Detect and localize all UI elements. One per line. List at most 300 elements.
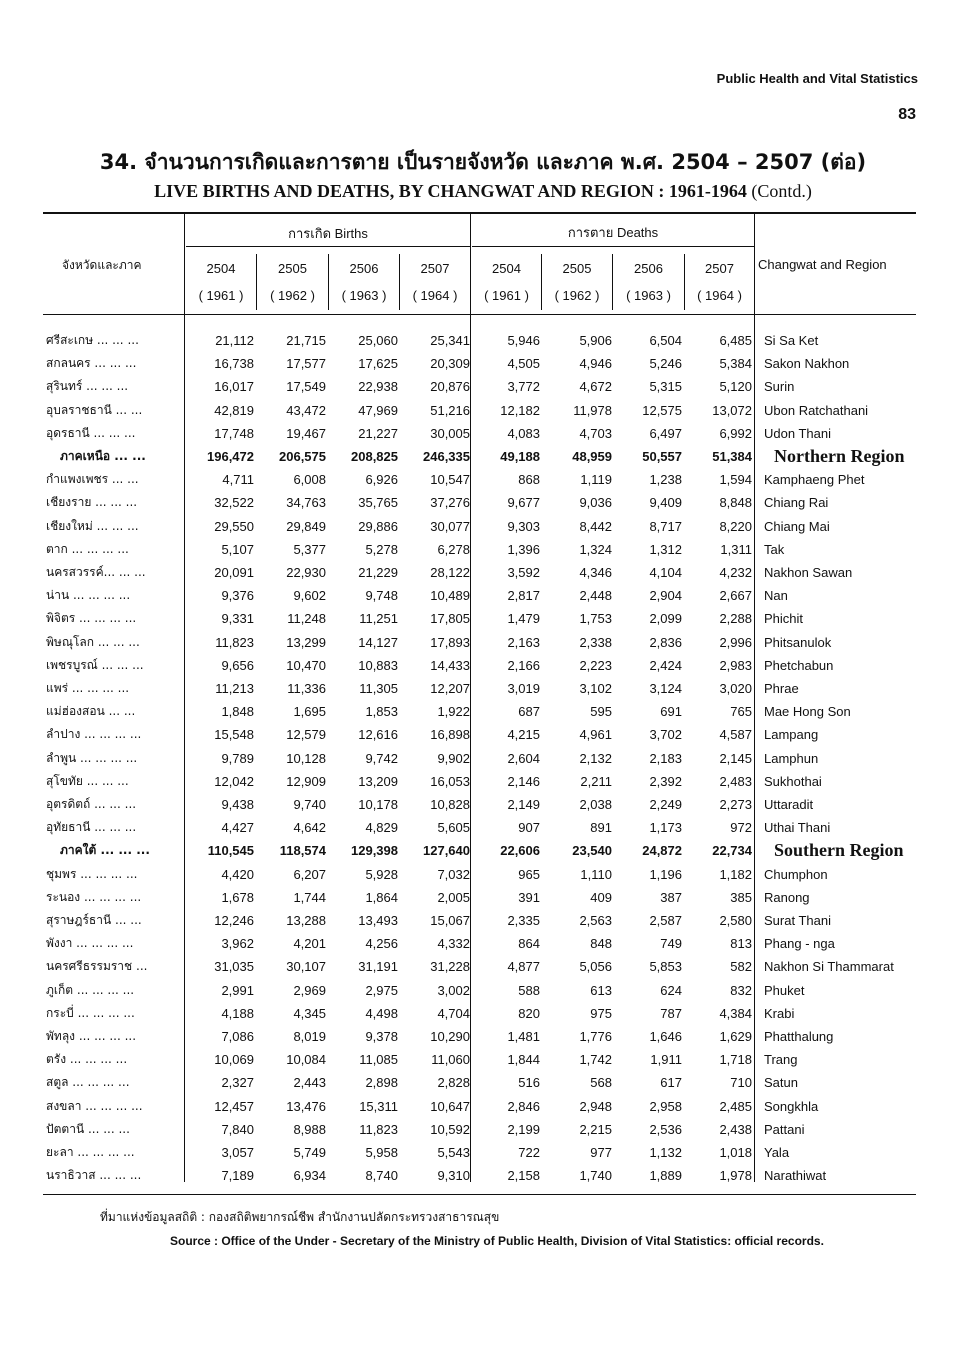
births-cell: 16,738	[214, 356, 254, 372]
births-cell: 9,376	[221, 588, 254, 604]
births-cell: 51,216	[430, 402, 470, 418]
deaths-cell: 4,946	[579, 356, 612, 372]
changwat-name-thai: ลำปาง ... ... ... ...	[46, 727, 142, 742]
births-cell: 17,625	[358, 356, 398, 372]
source-note-english: Source : Office of the Under - Secretary of the Ministry of Public Health, Division of Vital Statistics: official records.	[170, 1234, 824, 1248]
births-cell: 12,207	[430, 681, 470, 696]
deaths-cell: 3,102	[579, 681, 612, 696]
deaths-cell: 2,485	[719, 1098, 752, 1114]
changwat-name-english: Tak	[764, 541, 785, 557]
region-total-row	[40, 839, 920, 862]
deaths-cell: 1,119	[580, 472, 612, 488]
changwat-name-english: Uttaradit	[764, 797, 814, 812]
deaths-cell: 2,948	[579, 1098, 612, 1114]
births-cell: 31,035	[214, 959, 254, 975]
births-cell: 11,248	[287, 611, 326, 627]
table-row	[40, 863, 920, 886]
changwat-name-english: Nakhon Si Thammarat	[764, 959, 894, 975]
table-row	[40, 723, 920, 746]
year-be: 2504	[492, 261, 521, 276]
deaths-cell: 813	[730, 936, 752, 952]
deaths-cell: 1,753	[579, 611, 612, 627]
deaths-cell: 24,872	[642, 843, 682, 859]
deaths-cell: 8,848	[719, 495, 752, 511]
deaths-cell: 1,481	[507, 1029, 540, 1044]
changwat-name-english: Trang	[764, 1052, 798, 1068]
births-cell: 4,332	[437, 936, 470, 952]
births-cell: 2,005	[437, 889, 470, 905]
header-changwat-thai: จังหวัดและภาค	[62, 258, 142, 272]
header-births: การเกิด Births	[288, 226, 368, 241]
births-cell: 3,962	[221, 936, 254, 952]
deaths-cell: 1,324	[579, 541, 612, 557]
births-cell: 31,228	[430, 959, 470, 975]
births-cell: 196,472	[207, 449, 254, 464]
births-cell: 28,122	[430, 565, 470, 580]
births-cell: 206,575	[279, 449, 326, 464]
births-cell: 14,433	[430, 657, 470, 673]
deaths-cell: 12,575	[642, 402, 682, 418]
changwat-name-thai: สงขลา ... ... ... ...	[46, 1098, 143, 1113]
region-total-row	[40, 445, 920, 468]
deaths-cell: 22,606	[500, 843, 540, 859]
changwat-name-english: Nan	[764, 588, 788, 604]
births-cell: 25,060	[358, 333, 398, 348]
changwat-name-english: Chiang Mai	[764, 518, 830, 534]
deaths-cell: 51,384	[712, 449, 752, 464]
deaths-cell: 2,146	[507, 773, 540, 789]
births-cell: 127,640	[423, 843, 470, 859]
deaths-cell: 5,384	[719, 356, 752, 372]
changwat-name-thai: ยะลา ... ... ... ...	[46, 1145, 135, 1159]
deaths-cell: 4,346	[579, 565, 612, 580]
births-cell: 9,331	[221, 611, 254, 627]
changwat-name-english: Sakon Nakhon	[764, 356, 850, 372]
births-cell: 4,345	[293, 1005, 326, 1021]
births-cell: 6,207	[293, 866, 326, 882]
births-cell: 12,616	[358, 727, 398, 743]
deaths-cell: 1,018	[719, 1145, 752, 1160]
births-cell: 4,829	[365, 820, 398, 836]
births-cell: 29,886	[358, 518, 398, 534]
births-cell: 4,711	[222, 472, 254, 488]
deaths-cell: 516	[518, 1075, 540, 1091]
births-cell: 9,789	[221, 750, 254, 766]
births-cell: 1,695	[293, 704, 326, 720]
births-cell: 7,032	[437, 866, 470, 882]
year-ad: ( 1962 )	[554, 288, 600, 303]
deaths-cell: 2,448	[579, 588, 612, 604]
births-cell: 6,926	[365, 472, 398, 488]
births-cell: 6,278	[437, 541, 470, 557]
changwat-name-english: Narathiwat	[764, 1168, 827, 1184]
births-cell: 5,749	[293, 1145, 326, 1160]
births-cell: 2,969	[293, 982, 326, 998]
births-cell: 7,086	[221, 1029, 254, 1044]
births-cell: 10,547	[430, 472, 470, 488]
births-cell: 42,819	[214, 402, 254, 418]
deaths-cell: 2,587	[649, 913, 682, 928]
table-row	[40, 1002, 920, 1025]
deaths-cell: 4,877	[507, 959, 540, 975]
deaths-cell: 624	[660, 982, 682, 998]
births-cell: 21,715	[286, 333, 326, 348]
deaths-cell: 868	[518, 472, 540, 488]
changwat-name-english: Phrae	[764, 681, 799, 696]
births-cell: 11,060	[431, 1052, 470, 1068]
births-cell: 1,678	[221, 889, 254, 905]
births-cell: 12,246	[214, 913, 254, 928]
table-row	[40, 932, 920, 955]
births-cell: 4,642	[293, 820, 326, 836]
births-cell: 21,112	[215, 333, 254, 348]
births-cell: 29,849	[286, 518, 326, 534]
table-row	[40, 1025, 920, 1048]
table-row	[40, 422, 920, 445]
deaths-cell: 1,479	[507, 611, 540, 627]
changwat-name-english: Phang - nga	[764, 936, 835, 952]
births-cell: 11,085	[359, 1052, 398, 1068]
deaths-cell: 2,199	[507, 1121, 540, 1137]
deaths-cell: 2,667	[719, 588, 752, 604]
page-number: 83	[898, 106, 916, 123]
births-cell: 3,002	[437, 982, 470, 998]
deaths-cell: 907	[518, 820, 540, 836]
births-cell: 110,545	[207, 843, 254, 859]
births-cell: 246,335	[423, 449, 470, 464]
changwat-name-thai: สุราษฎร์ธานี ... ...	[46, 913, 142, 927]
deaths-cell: 2,163	[507, 634, 540, 650]
changwat-name-thai: ปัตตานี ... ... ...	[46, 1121, 130, 1136]
table-row	[40, 631, 920, 654]
deaths-cell: 4,505	[507, 356, 540, 372]
changwat-name-thai: ตาก ... ... ... ...	[46, 541, 129, 556]
deaths-cell: 1,629	[719, 1029, 752, 1044]
deaths-cell: 4,083	[507, 425, 540, 441]
deaths-cell: 2,338	[579, 634, 612, 650]
changwat-name-thai: ภูเก็ต ... ... ... ...	[46, 982, 135, 997]
births-cell: 14,127	[358, 634, 398, 650]
changwat-name-english: Phatthalung	[764, 1029, 834, 1044]
changwat-name-thai: ลำพูน ... ... ... ...	[46, 750, 138, 765]
deaths-cell: 2,288	[719, 611, 752, 627]
births-cell: 10,592	[430, 1121, 470, 1137]
table-row	[40, 584, 920, 607]
deaths-cell: 2,183	[649, 750, 682, 766]
year-be: 2505	[562, 261, 592, 276]
deaths-cell: 722	[518, 1145, 540, 1160]
deaths-cell: 2,099	[649, 611, 682, 627]
deaths-cell: 1,740	[579, 1168, 612, 1184]
table-row	[40, 607, 920, 630]
deaths-cell: 2,249	[649, 797, 682, 812]
deaths-cell: 9,303	[507, 518, 540, 534]
births-header-rule	[186, 246, 470, 247]
changwat-name-thai: กระบี่ ... ... ... ...	[46, 1005, 135, 1020]
births-cell: 10,128	[286, 750, 326, 766]
births-cell: 10,470	[286, 657, 326, 673]
deaths-cell: 9,677	[507, 495, 540, 511]
deaths-cell: 5,853	[649, 959, 682, 975]
changwat-name-english: Mae Hong Son	[764, 704, 851, 720]
deaths-cell: 1,776	[579, 1029, 612, 1044]
table-row	[40, 468, 920, 491]
deaths-cell: 1,646	[649, 1029, 682, 1044]
births-cell: 9,310	[437, 1168, 470, 1184]
table-row	[40, 677, 920, 700]
births-cell: 9,902	[437, 750, 470, 766]
births-cell: 17,549	[286, 379, 326, 395]
deaths-cell: 2,038	[579, 797, 612, 812]
deaths-cell: 848	[590, 936, 612, 952]
year-be: 2506	[349, 261, 379, 276]
births-cell: 6,008	[293, 472, 326, 488]
deaths-cell: 2,846	[507, 1098, 540, 1114]
births-cell: 10,489	[430, 588, 470, 604]
deaths-cell: 1,311	[720, 541, 752, 557]
births-cell: 1,853	[365, 704, 398, 720]
table-bottom-rule	[43, 1194, 916, 1195]
deaths-cell: 977	[590, 1145, 612, 1160]
changwat-name-thai: อุดรธานี ... ... ...	[46, 425, 136, 440]
deaths-cell: 6,992	[719, 425, 752, 441]
changwat-name-english: Yala	[764, 1145, 790, 1160]
births-cell: 5,928	[365, 866, 398, 882]
deaths-cell: 2,132	[579, 750, 612, 766]
changwat-name-english: Surat Thani	[764, 913, 831, 928]
table-row	[40, 909, 920, 932]
changwat-name-thai: ชุมพร ... ... ... ...	[46, 866, 138, 881]
changwat-name-thai: ภาคใต้ ... ... ...	[60, 843, 150, 858]
deaths-header-rule	[472, 246, 754, 247]
births-cell: 20,876	[430, 379, 470, 395]
deaths-cell: 2,483	[719, 773, 752, 789]
deaths-cell: 2,536	[649, 1121, 682, 1137]
births-cell: 2,828	[437, 1075, 470, 1091]
births-cell: 1,848	[221, 704, 254, 720]
changwat-name-thai: สุโขทัย ... ... ...	[46, 773, 129, 788]
changwat-name-thai: พังงา ... ... ... ...	[46, 936, 134, 951]
table-title-thai: 34. จำนวนการเกิดและการตาย เป็นรายจังหวัด และภาค พ.ศ. 2504 – 2507 (ต่อ)	[99, 150, 867, 174]
table-row	[40, 979, 920, 1002]
deaths-cell: 3,772	[507, 379, 540, 395]
changwat-name-english: Sukhothai	[764, 773, 822, 789]
deaths-cell: 6,497	[649, 425, 682, 441]
deaths-cell: 48,959	[572, 449, 612, 464]
deaths-cell: 50,557	[642, 449, 682, 464]
births-cell: 12,457	[214, 1098, 254, 1114]
births-cell: 5,107	[221, 541, 254, 557]
births-cell: 35,765	[358, 495, 398, 511]
deaths-cell: 8,442	[579, 518, 612, 534]
deaths-cell: 4,672	[579, 379, 612, 395]
changwat-name-english: Chiang Rai	[764, 495, 829, 511]
deaths-cell: 582	[730, 959, 752, 975]
births-cell: 5,278	[365, 541, 398, 557]
births-cell: 129,398	[351, 843, 398, 859]
births-cell: 16,898	[430, 727, 470, 743]
changwat-name-thai: สุรินทร์ ... ... ...	[46, 379, 129, 394]
table-title-contd: (Contd.)	[751, 181, 812, 201]
table-row	[40, 955, 920, 978]
deaths-cell: 49,188	[500, 449, 540, 464]
births-cell: 16,017	[214, 379, 254, 395]
births-cell: 9,656	[221, 657, 254, 673]
year-ad: ( 1962 )	[270, 288, 315, 303]
deaths-cell: 1,396	[507, 541, 540, 557]
table-row	[40, 1141, 920, 1164]
changwat-name-english: Pattani	[764, 1121, 805, 1137]
births-cell: 31,191	[358, 959, 398, 975]
changwat-name-thai: อุตรดิตถ์ ... ... ...	[46, 797, 137, 811]
births-cell: 12,579	[286, 727, 326, 743]
births-cell: 10,828	[430, 797, 470, 812]
deaths-cell: 2,211	[580, 773, 612, 789]
changwat-name-thai: อุทัยธานี ... ... ...	[46, 820, 137, 835]
deaths-cell: 2,223	[579, 657, 612, 673]
births-cell: 9,740	[293, 797, 326, 812]
changwat-name-thai: เพชรบูรณ์ ... ... ...	[46, 657, 144, 672]
births-cell: 21,229	[358, 565, 398, 580]
births-cell: 5,958	[365, 1145, 398, 1160]
deaths-cell: 2,438	[719, 1121, 752, 1137]
births-cell: 9,602	[293, 588, 326, 604]
deaths-cell: 5,056	[579, 959, 612, 975]
table-row	[40, 491, 920, 514]
deaths-cell: 3,702	[649, 727, 682, 743]
deaths-cell: 6,485	[719, 333, 752, 348]
births-cell: 9,742	[365, 750, 398, 766]
changwat-name-thai: เชียงราย ... ... ...	[46, 495, 138, 510]
births-cell: 10,647	[430, 1098, 470, 1114]
births-cell: 4,498	[365, 1005, 398, 1021]
deaths-cell: 975	[590, 1005, 612, 1021]
table-row	[40, 515, 920, 538]
changwat-name-english: Si Sa Ket	[764, 333, 819, 348]
changwat-name-english: Lamphun	[764, 750, 819, 766]
deaths-cell: 5,120	[719, 379, 752, 395]
births-cell: 10,883	[358, 657, 398, 673]
births-cell: 16,053	[430, 773, 470, 789]
year-be: 2504	[206, 261, 236, 276]
deaths-cell: 409	[590, 889, 612, 905]
births-cell: 4,256	[365, 936, 398, 952]
changwat-name-english: Phitsanulok	[764, 634, 832, 650]
table-row	[40, 399, 920, 422]
deaths-cell: 2,983	[719, 657, 752, 673]
changwat-name-english: Krabi	[764, 1005, 795, 1021]
deaths-cell: 2,392	[649, 773, 682, 789]
births-cell: 12,909	[286, 773, 326, 789]
deaths-cell: 1,182	[719, 866, 752, 882]
births-cell: 9,438	[221, 797, 254, 812]
year-ad: ( 1964 )	[412, 288, 458, 303]
deaths-cell: 2,145	[719, 750, 752, 766]
births-cell: 21,227	[358, 425, 398, 441]
changwat-name-english: Chumphon	[764, 866, 828, 882]
running-head: Public Health and Vital Statistics	[716, 71, 918, 86]
births-cell: 32,522	[214, 495, 254, 511]
births-cell: 13,476	[286, 1098, 326, 1114]
changwat-name-english: Southern Region	[774, 840, 904, 861]
deaths-cell: 2,996	[719, 634, 752, 650]
changwat-name-thai: กำแพงเพชร ... ...	[46, 472, 139, 487]
changwat-name-english: Surin	[764, 379, 795, 395]
deaths-cell: 1,844	[507, 1052, 540, 1068]
births-cell: 4,201	[293, 936, 326, 952]
deaths-cell: 1,742	[579, 1052, 612, 1068]
changwat-name-thai: สกลนคร ... ... ...	[46, 356, 137, 371]
births-cell: 11,336	[287, 681, 326, 696]
births-cell: 12,042	[214, 773, 254, 789]
changwat-name-english: Ubon Ratchathani	[764, 402, 869, 418]
deaths-cell: 1,312	[649, 541, 682, 557]
table-row	[40, 375, 920, 398]
deaths-cell: 1,978	[719, 1168, 752, 1184]
births-cell: 5,543	[437, 1145, 470, 1160]
deaths-cell: 387	[660, 889, 682, 905]
changwat-name-thai: น่าน ... ... ... ...	[46, 588, 131, 603]
births-cell: 47,969	[358, 402, 398, 418]
births-cell: 13,299	[286, 634, 326, 650]
table-row	[40, 1118, 920, 1141]
deaths-cell: 4,703	[579, 425, 612, 441]
births-cell: 30,005	[430, 425, 470, 441]
changwat-name-thai: ศรีสะเกษ ... ... ...	[46, 333, 139, 347]
changwat-name-thai: พิจิตร ... ... ... ...	[46, 611, 137, 626]
changwat-name-thai: แม่ฮ่องสอน ... ...	[46, 704, 136, 719]
deaths-cell: 2,215	[579, 1121, 612, 1137]
births-cell: 2,327	[221, 1075, 254, 1091]
births-cell: 8,019	[293, 1029, 326, 1044]
changwat-name-thai: อุบลราชธานี ... ...	[46, 402, 143, 417]
births-cell: 19,467	[286, 425, 326, 441]
deaths-cell: 2,149	[507, 797, 540, 812]
deaths-cell: 820	[518, 1005, 540, 1021]
deaths-cell: 4,104	[649, 565, 682, 580]
table-row	[40, 352, 920, 375]
deaths-cell: 3,124	[649, 681, 682, 696]
births-cell: 17,893	[430, 634, 470, 650]
table-row	[40, 886, 920, 909]
births-cell: 1,744	[293, 889, 326, 905]
births-cell: 15,067	[430, 913, 470, 928]
deaths-cell: 4,384	[719, 1005, 752, 1021]
births-cell: 11,823	[359, 1121, 398, 1137]
changwat-name-english: Northern Region	[774, 446, 905, 466]
table-row	[40, 793, 920, 816]
births-cell: 8,740	[365, 1168, 398, 1184]
year-ad: ( 1963 )	[626, 288, 671, 303]
changwat-name-english: Lampang	[764, 727, 819, 743]
table-row	[40, 1095, 920, 1118]
changwat-name-english: Phetchabun	[764, 657, 834, 673]
year-ad: ( 1961 )	[484, 288, 529, 303]
deaths-cell: 613	[590, 982, 612, 998]
deaths-cell: 1,238	[649, 472, 682, 488]
table-row	[40, 538, 920, 561]
deaths-cell: 1,718	[719, 1052, 752, 1068]
deaths-cell: 391	[518, 889, 540, 905]
header-changwat-english: Changwat and Region	[758, 257, 887, 272]
changwat-name-thai: เชียงใหม่ ... ... ...	[46, 518, 139, 533]
births-cell: 118,574	[279, 843, 326, 859]
births-cell: 20,091	[214, 565, 254, 580]
deaths-cell: 891	[590, 820, 612, 836]
deaths-cell: 765	[730, 704, 752, 720]
births-cell: 11,823	[215, 634, 254, 650]
deaths-cell: 4,961	[579, 727, 612, 743]
